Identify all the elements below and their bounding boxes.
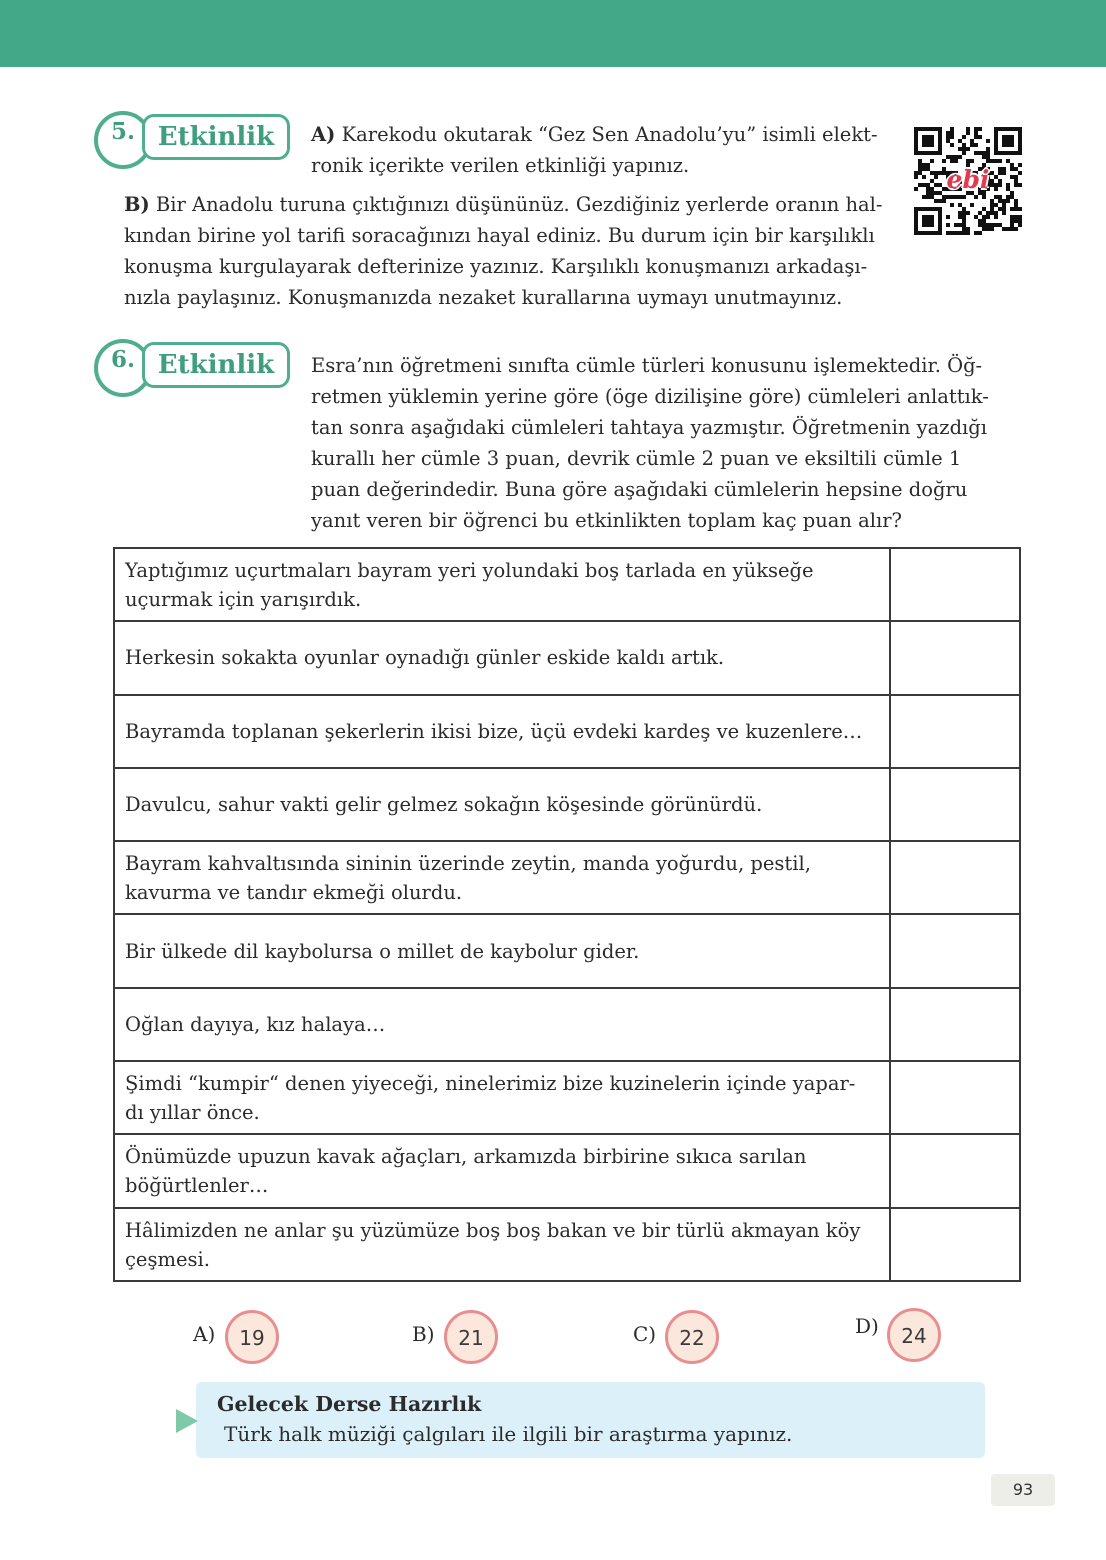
table-row — [115, 989, 1019, 1062]
activity-6-line: yanıt veren bir öğrenci bu etkinlikten toplam kaç puan alır? — [311, 509, 903, 532]
table-row — [115, 842, 1019, 915]
activity-number: 5. — [110, 118, 135, 145]
activity-number: 6. — [110, 346, 135, 373]
sentence-cell — [115, 842, 891, 913]
part-a-line: Karekodu okutarak “Gez Sen Anadolu’yu” isimli elekt- — [341, 123, 878, 146]
sentence-line: Herkesin sokakta oyunlar oynadığı günler eskide kaldı artık. — [125, 646, 725, 670]
table-row — [115, 1062, 1019, 1135]
option-letter: A) — [193, 1322, 216, 1346]
option-letter: C) — [633, 1322, 657, 1346]
answer-cell[interactable] — [891, 989, 1019, 1060]
sentence-line: Davulcu, sahur vakti gelir gelmez sokağın köşesinde görünürdü. — [125, 793, 763, 817]
sentence-cell — [115, 1062, 891, 1133]
sentence-line: Şimdi “kumpir“ denen yiyeceği, ninelerimiz bize kuzinelerin içinde yapar- — [125, 1071, 856, 1095]
part-a-line: ronik içerikte verilen etkinliği yapınız. — [311, 154, 690, 177]
sentence-line: Bir ülkede dil kaybolursa o millet de kaybolur gider. — [125, 939, 640, 963]
activity-label: Etkinlik — [142, 342, 290, 388]
sentence-line: çeşmesi. — [125, 1248, 210, 1272]
sentence-cell — [115, 1209, 891, 1282]
sentence-cell — [115, 549, 891, 620]
option-letter: B) — [412, 1322, 435, 1346]
sentence-line: Bayramda toplanan şekerlerin ikisi bize, üçü evdeki kardeş ve kuzenlere… — [125, 719, 863, 743]
part-b-line: nızla paylaşınız. Konuşmanızda nezaket kurallarına uymayı unutmayınız. — [124, 286, 843, 309]
activity-5-part-a — [311, 119, 901, 181]
table-row — [115, 769, 1019, 842]
activity-label: Etkinlik — [142, 114, 290, 160]
sentence-line: uçurmak için yarışırdık. — [125, 587, 362, 611]
sentence-cell — [115, 696, 891, 767]
qr-code[interactable] — [914, 127, 1022, 235]
sentence-line: Oğlan dayıya, kız halaya… — [125, 1012, 386, 1036]
answer-cell[interactable] — [891, 769, 1019, 840]
sentence-line: kavurma ve tandır ekmeği olurdu. — [125, 880, 463, 904]
activity-5-part-b — [124, 189, 908, 313]
sentence-table — [113, 547, 1021, 1282]
answer-cell[interactable] — [891, 842, 1019, 913]
sentence-line: dı yıllar önce. — [125, 1100, 260, 1124]
part-b-label: B) — [124, 193, 150, 216]
answer-cell[interactable] — [891, 622, 1019, 693]
option-value: 19 — [225, 1310, 279, 1364]
next-lesson-title: Gelecek Derse Hazırlık — [217, 1392, 482, 1416]
sentence-cell — [115, 915, 891, 986]
option-value: 24 — [887, 1308, 941, 1362]
activity-6-line: kurallı her cümle 3 puan, devrik cümle 2 puan ve eksiltili cümle 1 — [311, 447, 962, 470]
header-bar — [0, 0, 1106, 67]
sentence-cell — [115, 622, 891, 693]
sentence-line: böğürtlenler… — [125, 1174, 269, 1198]
table-row — [115, 1135, 1019, 1208]
activity-6-line: Esra’nın öğretmeni sınıfta cümle türleri konusunu işlemektedir. Öğ- — [311, 354, 983, 377]
answer-cell[interactable] — [891, 1135, 1019, 1206]
activity-6-badge — [94, 339, 304, 399]
option-letter: D) — [855, 1314, 879, 1338]
sentence-cell — [115, 1135, 891, 1206]
answer-cell[interactable] — [891, 915, 1019, 986]
activity-6-text — [311, 350, 1004, 536]
page-number: 93 — [991, 1474, 1055, 1506]
sentence-line: Önümüzde upuzun kavak ağaçları, arkamızda birbirine sıkıca sarılan — [125, 1145, 807, 1169]
table-row — [115, 1209, 1019, 1282]
option-value: 21 — [444, 1310, 498, 1364]
ebi-logo: ebi — [946, 165, 990, 194]
activity-6-line: retmen yüklemin yerine göre (öge dizilişine göre) cümleleri anlattık- — [311, 385, 989, 408]
next-lesson-text: Türk halk müziği çalgıları ile ilgili bir araştırma yapınız. — [224, 1422, 793, 1446]
sentence-cell — [115, 769, 891, 840]
answer-cell[interactable] — [891, 1062, 1019, 1133]
part-b-line: kından birine yol tarifi soracağınızı hayal ediniz. Bu durum için bir karşılıklı — [124, 224, 875, 247]
activity-6-line: puan değerindedir. Buna göre aşağıdaki cümlelerin hepsine doğru — [311, 478, 968, 501]
sentence-line: Hâlimizden ne anlar şu yüzümüze boş boş bakan ve bir türlü akmayan köy — [125, 1219, 861, 1243]
table-row — [115, 549, 1019, 622]
table-row — [115, 696, 1019, 769]
option-value: 22 — [665, 1310, 719, 1364]
play-arrow-icon — [176, 1409, 198, 1433]
activity-5-badge — [94, 111, 304, 171]
part-a-label: A) — [311, 123, 336, 146]
sentence-line: Bayram kahvaltısında sininin üzerinde zeytin, manda yoğurdu, pestil, — [125, 851, 811, 875]
answer-cell[interactable] — [891, 549, 1019, 620]
answer-cell[interactable] — [891, 1209, 1019, 1282]
table-row — [115, 622, 1019, 695]
sentence-line: Yaptığımız uçurtmaları bayram yeri yolundaki boş tarlada en yükseğe — [125, 558, 814, 582]
sentence-cell — [115, 989, 891, 1060]
part-b-line: konuşma kurgulayarak defterinize yazınız. Karşılıklı konuşmanızı arkadaşı- — [124, 255, 868, 278]
answer-cell[interactable] — [891, 696, 1019, 767]
activity-6-line: tan sonra aşağıdaki cümleleri tahtaya yazmıştır. Öğretmenin yazdığı — [311, 416, 988, 439]
table-row — [115, 915, 1019, 988]
part-b-line: Bir Anadolu turuna çıktığınızı düşününüz. Gezdiğiniz yerlerde oranın hal- — [155, 193, 883, 216]
